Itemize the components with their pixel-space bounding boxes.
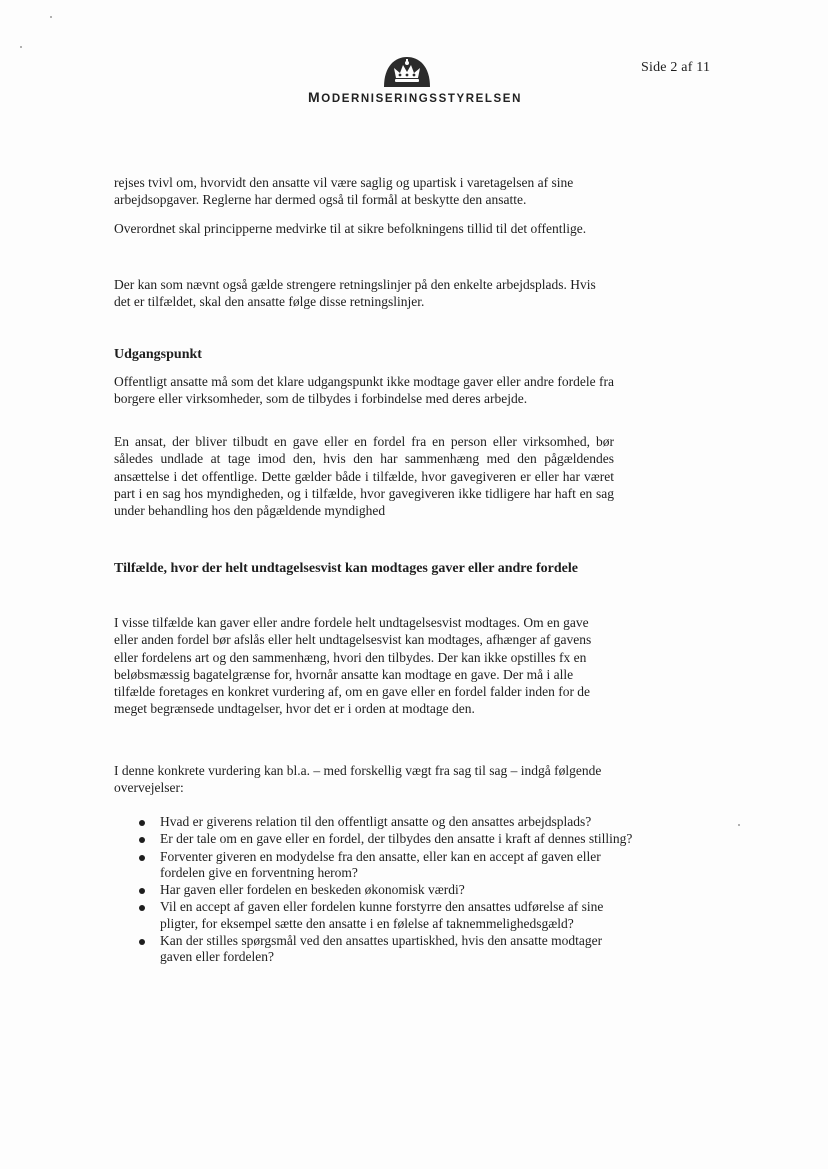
intro-paragraph-2: Overordnet skal principperne medvirke til at sikre befolkningens tillid til det offentlige.	[114, 221, 587, 236]
list-item: Er der tale om en gave eller en fordel, der tilbydes den ansatte i kraft af dennes stilling?	[114, 831, 634, 847]
page-number: Side 2 af 11	[641, 60, 711, 75]
bullet-icon	[139, 939, 145, 945]
list-item: Forventer giveren en modydelse fra den ansatte, eller kan en accept af gaven eller fordelen give en forventning herom?	[114, 849, 634, 882]
section-heading-exceptions: Tilfælde, hvor der helt undtagelsesvist kan modtages gaver eller andre fordele	[114, 561, 578, 576]
scan-speck	[738, 824, 740, 826]
organization-name: MODERNISERINGSSTYRELSEN	[308, 89, 522, 105]
bullet-icon	[139, 855, 145, 861]
considerations-list	[114, 814, 634, 967]
section1-paragraph-2: En ansat, der bliver tilbudt en gave eller en fordel fra en person eller virksomhed, bør således undlade at tage imod den, hvis den har sammenhæng med den pågældendes ansættelse i det offentlige. Dette gælder både i tilfælde, hvor gavegiveren er eller har været part i en sag hos myndigheden, og i tilfælde, hvor gavegiveren ikke tidligere har haft en sag under behandling hos den pågældende myndighed	[114, 434, 614, 519]
list-item: Vil en accept af gaven eller fordelen kunne forstyrre den ansattes udførelse af sine pligter, for eksempel sætte den ansatte i en følelse af taknemmelighedsgæld?	[114, 899, 634, 932]
list-item: Kan der stilles spørgsmål ved den ansattes upartiskhed, hvis den ansatte modtager gaven eller fordelen?	[114, 933, 634, 966]
list-item: Hvad er giverens relation til den offentligt ansatte og den ansattes arbejdsplads?	[114, 814, 634, 830]
section2-paragraph-2: I denne konkrete vurdering kan bl.a. – med forskellig vægt fra sag til sag – indgå følgende overvejelser:	[114, 763, 602, 796]
scan-speck	[20, 46, 22, 48]
list-item: Har gaven eller fordelen en beskeden økonomisk værdi?	[114, 882, 634, 898]
scan-speck	[50, 16, 52, 18]
bullet-icon	[139, 888, 145, 894]
intro-paragraph-1: rejses tvivl om, hvorvidt den ansatte vil være saglig og upartisk i varetagelsen af sine arbejdsopgaver. Reglerne har dermed også til formål at beskytte den ansatte.	[114, 175, 574, 208]
section-heading-udgangspunkt: Udgangspunkt	[114, 347, 202, 362]
letterhead-logo	[270, 54, 560, 110]
section2-paragraph-1: I visse tilfælde kan gaver eller andre fordele helt undtagelsesvist modtages. Om en gave eller anden fordel bør afslås eller helt undtagelsesvist kan modtages, afhænger af gavens eller fordelens art og den sammenhæng, hvori den tilbydes. Der kan ikke opstilles fx en beløbsmæssig bagatelgrænse for, hvornår ansatte kan modtage en gave. Der må i alle tilfælde foretages en konkret vurdering af, om en gave eller en fordel falder inden for de meget begrænsede undtagelser, hvor det er i orden at modtage den.	[114, 615, 592, 717]
intro-paragraph-3: Der kan som nævnt også gælde strengere retningslinjer på den enkelte arbejdsplads. Hvis det er tilfældet, skal den ansatte følge disse retningslinjer.	[114, 277, 596, 310]
bullet-icon	[139, 905, 145, 911]
bullet-icon	[139, 837, 145, 843]
bullet-icon	[139, 820, 145, 826]
crown-icon	[381, 54, 433, 88]
section1-paragraph-1: Offentligt ansatte må som det klare udgangspunkt ikke modtage gaver eller andre fordele fra borgere eller virksomheder, som de tilbydes i forbindelse med deres arbejde.	[114, 374, 614, 407]
